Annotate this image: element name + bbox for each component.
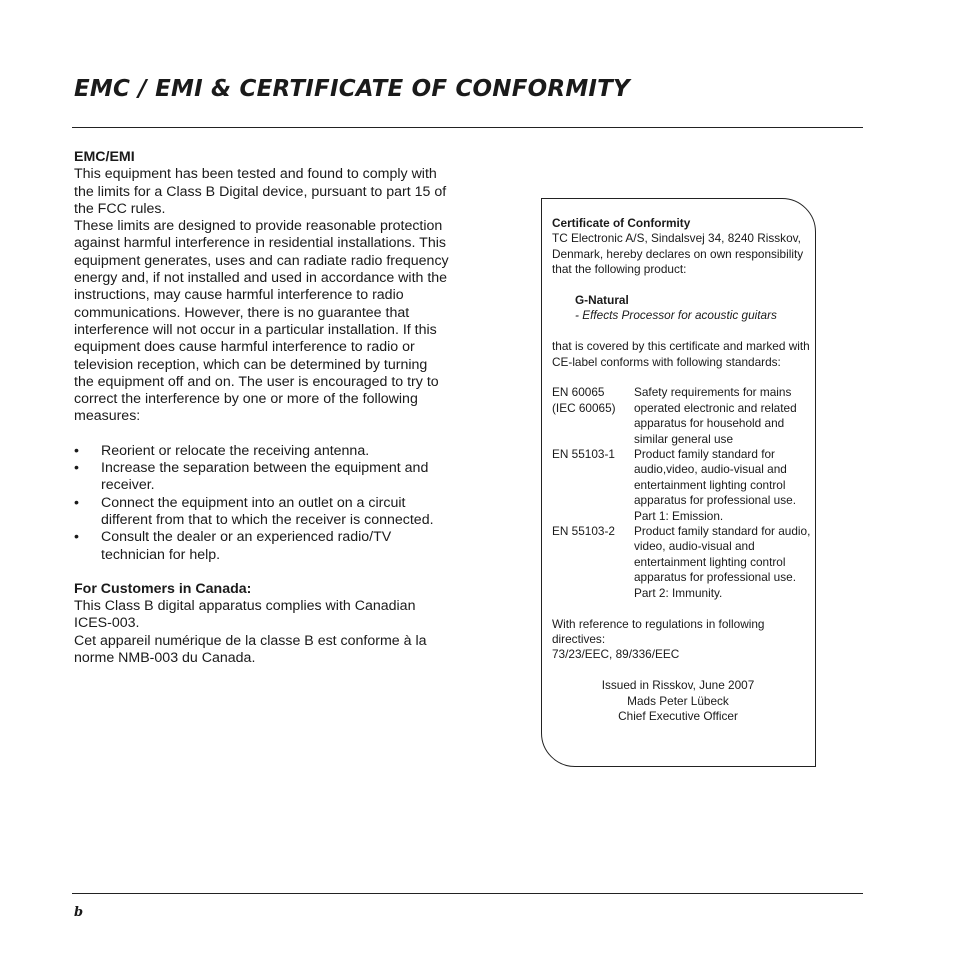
signer-title: Chief Executive Officer (618, 708, 738, 723)
emc-paragraph-2: These limits are designed to provide reasonable protection against harmful interference in residential installations. This equipment generates, uses and can radiate radio frequency energy and, if not installed and used in accordance with the instructions, may cause harmful interference to radio communications. However, there is no guarantee that interference will not occur in a particular installation. If this equipment does cause harmful interference to radio or television reception, which can be determined by turning the equipment off and on. The user is encouraged to try to correct the interference by one or more of the following measures: (74, 218, 449, 425)
spacer (74, 564, 449, 581)
standard-description: Product family standard for audio,video, audio-visual and entertainment lighting control apparatus for professional use. Part 1: Emission. (634, 447, 796, 523)
list-item (74, 529, 449, 564)
product-name: G-Natural (575, 293, 629, 308)
list-item-text: Consult the dealer or an experienced radio/TV technician for help. (101, 529, 392, 563)
standard-code: EN 60065 (IEC 60065) (552, 385, 616, 415)
certificate-intro: TC Electronic A/S, Sindalsvej 34, 8240 Risskov, Denmark, hereby declares on own responsibility that the following product: (552, 231, 804, 277)
measures-list (74, 443, 449, 564)
spacer (552, 370, 814, 385)
page-footer-mark: b (74, 905, 84, 920)
standard-code: EN 55103-2 (552, 524, 615, 539)
spacer (74, 426, 449, 443)
emc-paragraph-1: This equipment has been tested and found to comply with the limits for a Class B Digital device, pursuant to part 15 of the FCC rules. (74, 166, 447, 217)
signer-name: Mads Peter Lübeck (627, 693, 729, 708)
canada-paragraph-1: This Class B digital apparatus complies with Canadian ICES-003. (74, 598, 416, 632)
standard-description: Safety requirements for mains operated electronic and related apparatus for household and similar general use (634, 385, 797, 446)
bullet-icon: • (74, 494, 79, 511)
footer-divider (72, 893, 863, 894)
standard-code: EN 55103-1 (552, 447, 615, 462)
standard-row (552, 447, 814, 524)
canada-heading: For Customers in Canada: (74, 580, 252, 597)
page-title: EMC / EMI & CERTIFICATE OF CONFORMITY (74, 76, 630, 102)
issued-line: Issued in Risskov, June 2007 (601, 678, 755, 693)
bullet-icon: • (74, 442, 79, 459)
standard-description: Product family standard for audio, video, audio-visual and entertainment lighting control apparatus for professional use. Part 2: Immunity. (634, 524, 811, 600)
certificate-coverage: that is covered by this certificate and marked with CE-label conforms with following standards: (552, 339, 810, 369)
emc-section (74, 149, 449, 667)
product-block (552, 293, 814, 324)
canada-paragraph-2: Cet appareil numérique de la classe B est conforme à la norme NMB-003 du Canada. (74, 632, 427, 667)
list-item-text: Increase the separation between the equipment and receiver. (101, 460, 429, 494)
bullet-icon: • (74, 460, 79, 477)
list-item (74, 460, 449, 495)
certificate-of-conformity (552, 216, 814, 724)
list-item-text: Reorient or relocate the receiving antenna. (101, 442, 370, 459)
header-divider (72, 127, 863, 128)
list-item (74, 443, 449, 460)
spacer (552, 324, 814, 339)
emc-heading: EMC/EMI (74, 149, 135, 165)
bullet-icon: • (74, 529, 79, 546)
standard-row (552, 385, 814, 447)
spacer (552, 278, 814, 293)
spacer (552, 601, 814, 616)
standard-row (552, 524, 814, 601)
certificate-title: Certificate of Conformity (552, 216, 691, 230)
list-item (74, 495, 449, 530)
product-description: - Effects Processor for acoustic guitars (575, 308, 777, 323)
directives-reference: With reference to regulations in following directives: (552, 616, 765, 646)
spacer (552, 663, 814, 678)
list-item-text: Connect the equipment into an outlet on a circuit different from that to which the receiver is connected. (101, 494, 434, 528)
directives-list: 73/23/EEC, 89/336/EEC (552, 647, 680, 662)
